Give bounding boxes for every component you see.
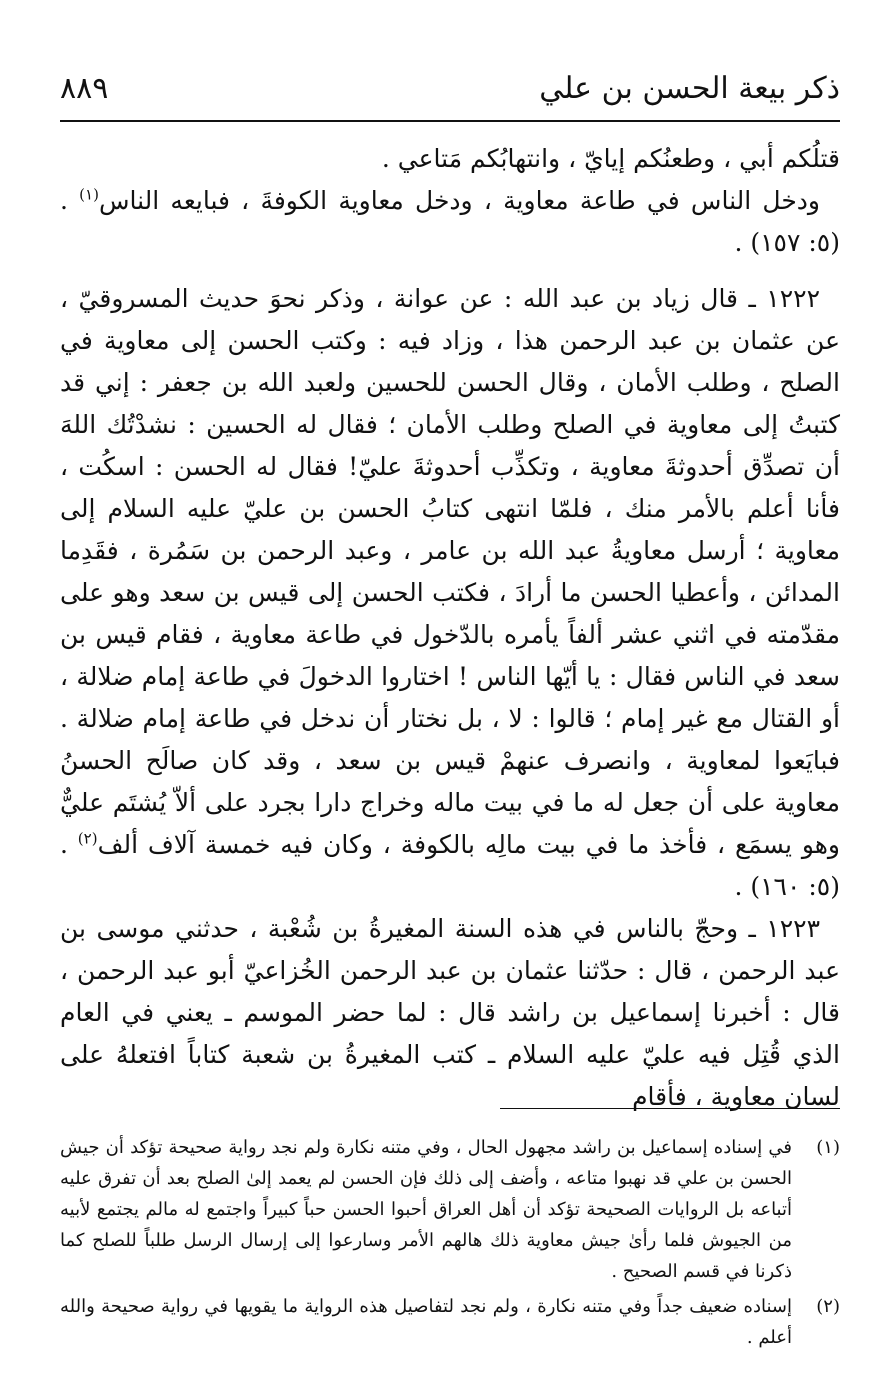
- page-number: ٨٨٩: [60, 70, 109, 106]
- source-citation: . (٥: ١٦٠) .: [60, 830, 840, 901]
- footnote-item: [60, 1291, 840, 1353]
- page-header: [60, 60, 840, 116]
- footnote-text: في إسناده إسماعيل بن راشد مجهول الحال ، وفي متنه نكارة ولم نجد رواية صحيحة تؤكد أن جيش الحسن بن علي قد نهبوا متاعه ، وأضف إلى ذلك فإن الحسن لم يعمد إلىٰ الصلح بعد أن تفرق عليه أتباعه بل الروايات الصحيحة تؤكد أن أهل العراق أحبوا الحسن حباً كبيراً واجتمع له مالم يجتمع لأبيه من الجيوش فلما رأىٰ جيش معاوية ذلك هالهم الأمر وسارعوا إلى إرسال الرسل طلباً للصلح كما ذكرنا في قسم الصحيح .: [60, 1137, 792, 1282]
- paragraph-continuation: [60, 138, 840, 180]
- running-title: ذكر بيعة الحسن بن علي: [539, 70, 840, 106]
- footnote-rule: [500, 1108, 840, 1109]
- footnote-text: إسناده ضعيف جداً وفي متنه نكارة ، ولم نجد لتفاصيل هذه الرواية ما يقويها في رواية صحيحة والله أعلم .: [60, 1296, 792, 1348]
- paragraph-text: قتلُكم أبي ، وطعنُكم إيايّ ، وانتهابُكم مَتاعي .: [381, 144, 840, 173]
- footnotes: [60, 1132, 840, 1357]
- footnote-ref-2[interactable]: (٢): [77, 829, 98, 848]
- footnote-item: [60, 1132, 840, 1287]
- footnote-number: (٢): [816, 1296, 840, 1317]
- paragraph-text: ١٢٢٢ ـ قال زياد بن عبد الله : عن عوانة ، وذكر نحوَ حديث المسروقيّ ، عن عثمان بن عبد الرحمن هذا ، وزاد فيه : وكتب الحسن إلى معاوية في الصلح ، وطلب الأمان ، وقال الحسن للحسين ولعبد الله بن جعفر : إني قد كتبتُ إلى معاوية في الصلح وطلب الأمان ؛ فقال له الحسين : نشدْتُك اللهَ أن تصدِّق أحدوثةَ معاوية ، وتكذِّب أحدوثةَ عليّ! فقال له الحسن : اسكُت ، فأنا أعلم بالأمر منك ، فلمّا انتهى كتابُ الحسن بن عليّ عليه السلام إلى معاوية ؛ أرسل معاويةُ عبد الله بن عامر ، وعبد الرحمن بن سَمُرة ، فقَدِما المدائن ، وأعطيا الحسن ما أرادَ ، فكتب الحسن إلى قيس بن سعد وهو على مقدّمته في اثني عشر ألفاً يأمره بالدّخول في طاعة معاوية ، فقام قيس بن سعد في الناس فقال : يا أيّها الناس ! اختاروا الدخولَ في طاعة إمام ضلالة ، أو القتال مع غير إمام ؛ قالوا : لا ، بل نختار أن ندخل في طاعة إمام ضلالة . فبايَعوا لمعاوية ، وانصرف عنهمْ قيس بن سعد ، وقد كان صالَح الحسنُ معاوية على أن جعل له ما في بيت ماله وخراج دارا بجرد على ألاّ يُشتَم عليٌّ وهو يسمَع ، فأخذ ما في بيت مالِه بالكوفة ، وكان فيه خمسة آلاف ألف: [60, 284, 840, 859]
- source-citation: . (٥: ١٥٧) .: [60, 186, 840, 257]
- footnote-number: (١): [816, 1137, 840, 1158]
- paragraph-report-1222: [60, 278, 840, 908]
- book-page: [60, 60, 840, 1360]
- paragraph-report-1223: [60, 908, 840, 1118]
- paragraph-text: ١٢٢٣ ـ وحجّ بالناس في هذه السنة المغيرةُ بن شُعْبة ، حدثني موسى بن عبد الرحمن ، قال : حدّثنا عثمان بن عبد الرحمن الخُزاعيّ أبو عبد الرحمن ، قال : أخبرنا إسماعيل بن راشد قال : لما حضر الموسم ـ يعني في العام الذي قُتِل فيه عليّ عليه السلام ـ كتب المغيرةُ بن شعبة كتاباً افتعلهُ على لسان معاوية ، فأقام: [60, 914, 840, 1111]
- main-text: [60, 138, 840, 1118]
- paragraph-entry: [60, 180, 840, 264]
- header-rule: [60, 120, 840, 122]
- footnote-ref-1[interactable]: (١): [79, 185, 99, 204]
- paragraph-text: ودخل الناس في طاعة معاوية ، ودخل معاوية الكوفةَ ، فبايعه الناس: [98, 186, 820, 215]
